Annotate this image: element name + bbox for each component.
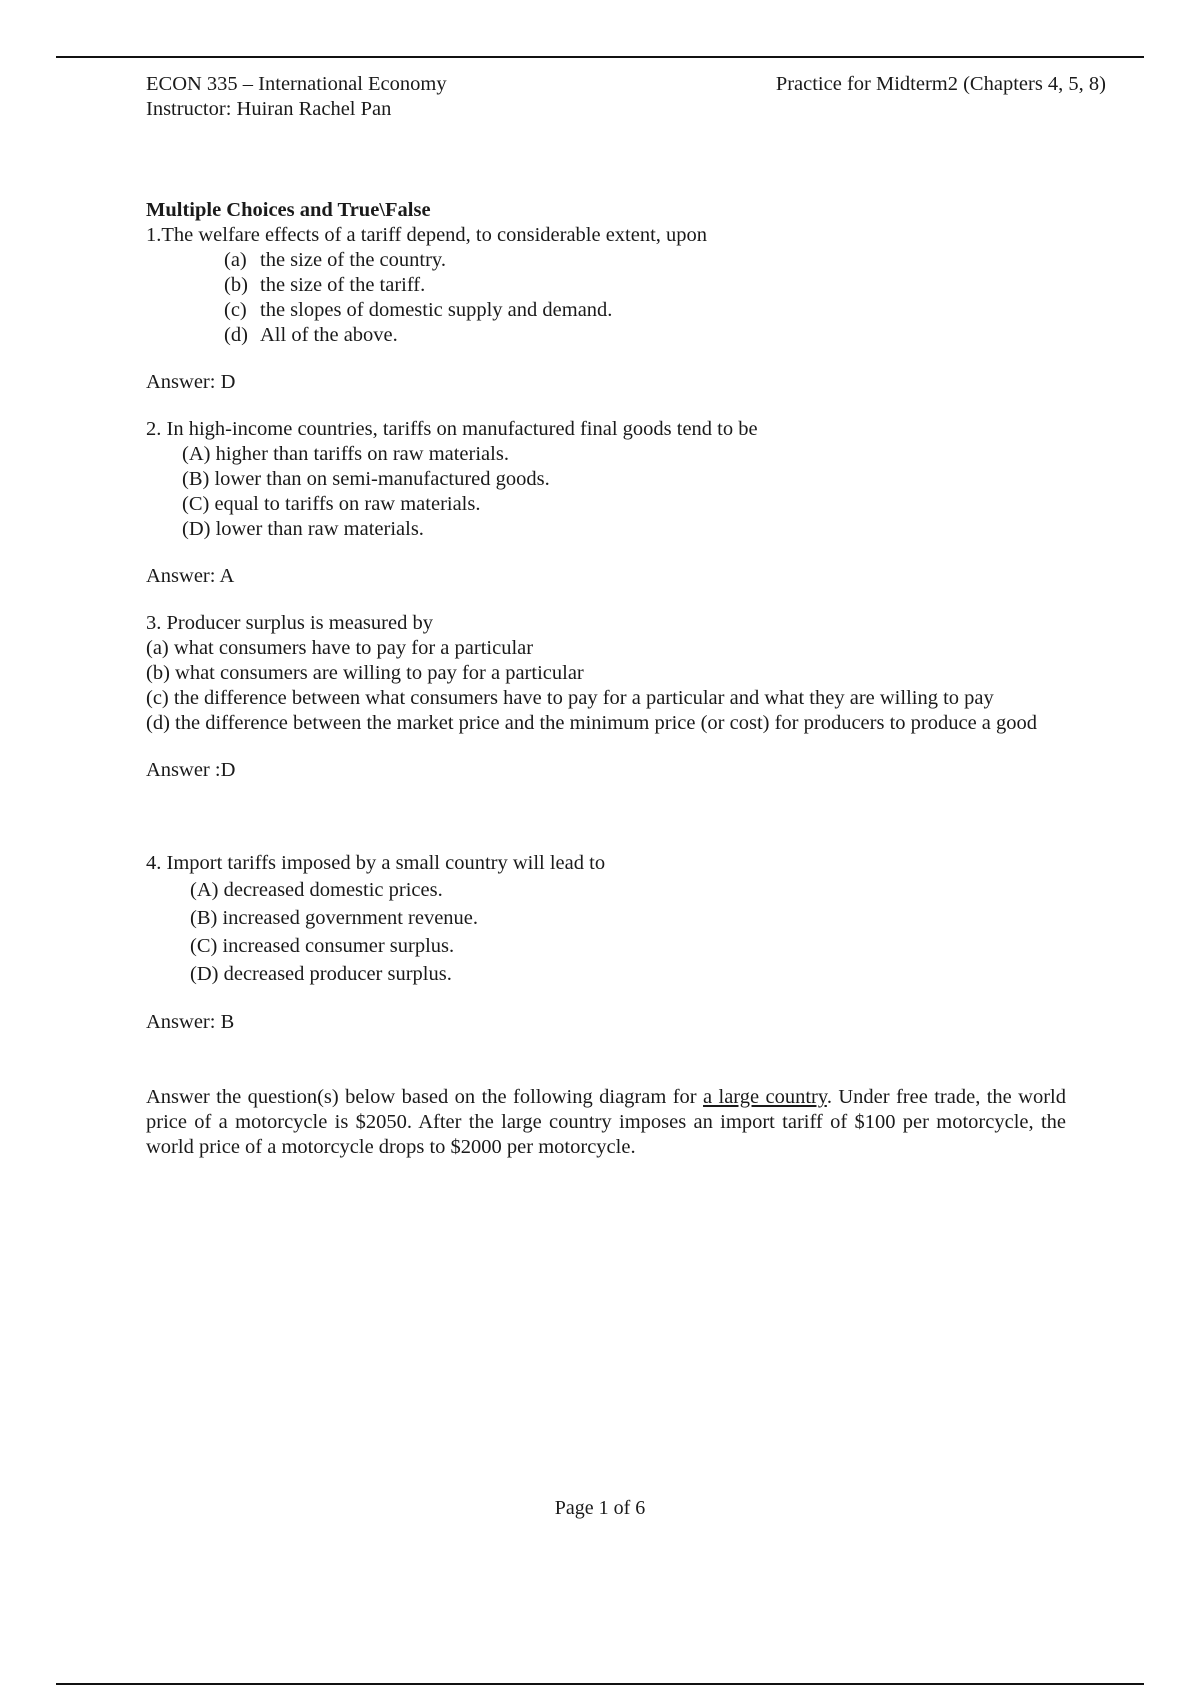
option-label: (C) bbox=[182, 493, 210, 515]
option-text: increased government revenue. bbox=[222, 907, 479, 929]
question-3 bbox=[146, 611, 1066, 783]
course-title: ECON 335 – International Economy bbox=[146, 73, 447, 95]
option bbox=[146, 636, 1066, 661]
option-text: decreased domestic prices. bbox=[223, 879, 443, 901]
option-label: (D) bbox=[182, 518, 211, 540]
question-1 bbox=[146, 223, 1066, 395]
option bbox=[146, 298, 1066, 323]
spacer bbox=[146, 783, 1066, 851]
answer: Answer: B bbox=[146, 1011, 235, 1033]
option bbox=[146, 904, 1066, 932]
option-label: (c) bbox=[224, 299, 247, 321]
document-body bbox=[146, 72, 1106, 1160]
option bbox=[146, 711, 1066, 736]
answer: Answer: A bbox=[146, 565, 235, 587]
option-label: (B) bbox=[190, 907, 218, 929]
page-number: Page 1 of 6 bbox=[554, 1497, 646, 1519]
option-label: (d) bbox=[146, 712, 170, 734]
option bbox=[146, 932, 1066, 960]
passage-underlined: a large country bbox=[703, 1086, 827, 1108]
question-2 bbox=[146, 417, 1066, 589]
option bbox=[146, 323, 1066, 348]
option-label: (a) bbox=[146, 637, 169, 659]
section-title: Multiple Choices and True\False bbox=[146, 199, 431, 221]
option-text: increased consumer surplus. bbox=[222, 935, 455, 957]
spacer bbox=[146, 1035, 1066, 1085]
option-label: (A) bbox=[182, 443, 211, 465]
option bbox=[146, 517, 1066, 542]
option-text: higher than tariffs on raw materials. bbox=[215, 443, 509, 465]
option bbox=[146, 661, 1066, 686]
option bbox=[146, 960, 1066, 988]
passage-after: . Under free trade, the world price of a motorcycle is $2050. After the large country imposes an import tariff of $100 per motorcycle, the world price of a motorcycle drops to $2000 per motorcycle. bbox=[146, 1086, 1066, 1158]
option-label: (a) bbox=[224, 249, 247, 271]
question-4 bbox=[146, 851, 1066, 1035]
question-stem: 3. Producer surplus is measured by bbox=[146, 612, 433, 634]
option-text: decreased producer surplus. bbox=[223, 963, 452, 985]
option-label: (D) bbox=[190, 963, 219, 985]
practice-title: Practice for Midterm2 (Chapters 4, 5, 8) bbox=[775, 73, 1106, 95]
instructor-name: Instructor: Huiran Rachel Pan bbox=[146, 98, 392, 120]
option-label: (b) bbox=[224, 274, 248, 296]
option-label: (A) bbox=[190, 879, 219, 901]
question-stem: 4. Import tariffs imposed by a small country will lead to bbox=[146, 852, 606, 874]
spacer bbox=[146, 395, 1066, 417]
option-text: the difference between the market price and the minimum price (or cost) for producers to produce a good bbox=[175, 712, 1038, 734]
diagram-passage bbox=[146, 1085, 1066, 1160]
spacer bbox=[146, 589, 1066, 611]
option-text: what consumers are willing to pay for a particular bbox=[175, 662, 584, 684]
question-stem: 2. In high-income countries, tariffs on manufactured final goods tend to be bbox=[146, 418, 758, 440]
option-text: what consumers have to pay for a particular bbox=[173, 637, 534, 659]
option-label: (b) bbox=[146, 662, 170, 684]
option bbox=[146, 876, 1066, 904]
answer: Answer :D bbox=[146, 759, 236, 781]
option-label: (C) bbox=[190, 935, 218, 957]
option-text: All of the above. bbox=[260, 324, 398, 346]
option-text: the size of the tariff. bbox=[260, 274, 426, 296]
option bbox=[146, 442, 1066, 467]
option-text: lower than raw materials. bbox=[215, 518, 424, 540]
answer: Answer: D bbox=[146, 371, 236, 393]
option-label: (d) bbox=[224, 324, 248, 346]
option bbox=[146, 467, 1066, 492]
page-header bbox=[146, 72, 1106, 122]
option bbox=[146, 248, 1066, 273]
option bbox=[146, 273, 1066, 298]
option-text: lower than on semi-manufactured goods. bbox=[214, 468, 550, 490]
option-label: (B) bbox=[182, 468, 210, 490]
header-left bbox=[146, 72, 447, 122]
option-text: the size of the country. bbox=[260, 249, 446, 271]
question-stem: 1.The welfare effects of a tariff depend, to considerable extent, upon bbox=[146, 224, 708, 246]
top-rule bbox=[56, 56, 1144, 58]
passage-before: Answer the question(s) below based on the following diagram for bbox=[146, 1086, 704, 1108]
bottom-rule bbox=[56, 1683, 1144, 1685]
option-label: (c) bbox=[146, 687, 169, 709]
option-text: the difference between what consumers have to pay for a particular and what they are willing to pay bbox=[173, 687, 994, 709]
option bbox=[146, 686, 1066, 711]
option-text: equal to tariffs on raw materials. bbox=[214, 493, 481, 515]
header-right bbox=[776, 72, 1106, 97]
option bbox=[146, 492, 1066, 517]
option-text: the slopes of domestic supply and demand. bbox=[260, 299, 613, 321]
